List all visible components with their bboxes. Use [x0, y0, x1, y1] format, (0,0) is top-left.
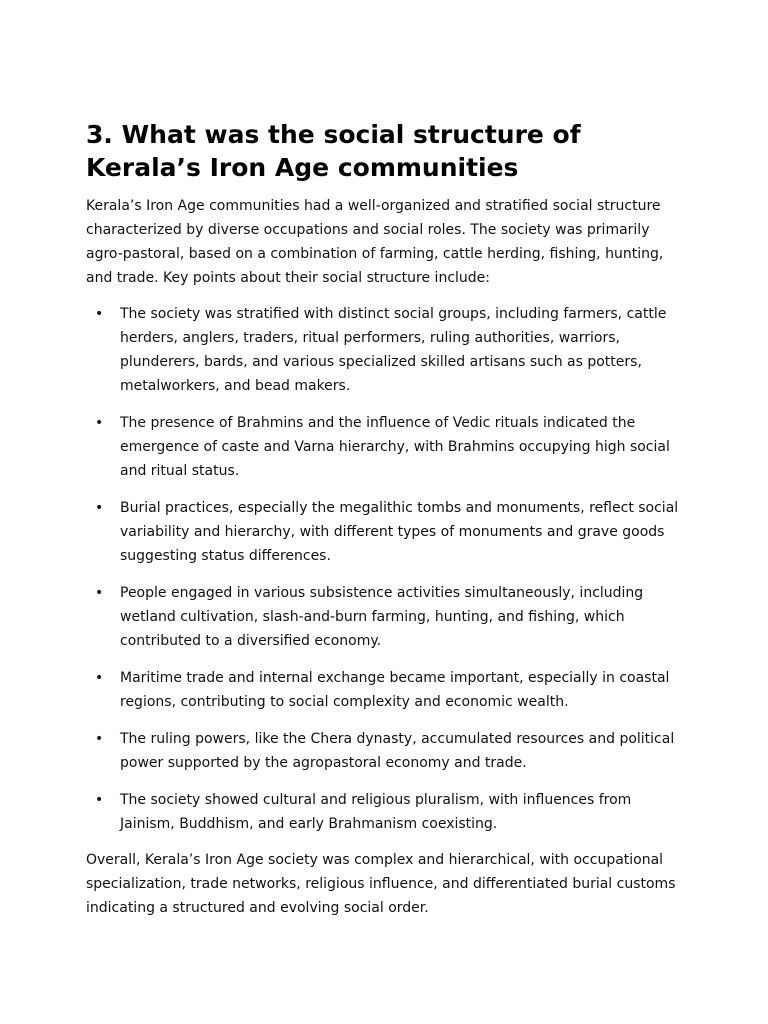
- intro-paragraph: Kerala’s Iron Age communities had a well-organized and stratified social structure characterized by diverse occupations and social roles. The society was primarily agro-pastoral, based on a combination of farming, cattle herding, fishing, hunting, and trade. Key points about their social structure include:: [86, 198, 664, 286]
- list-item: [86, 666, 686, 714]
- list-item-text: The ruling powers, like the Chera dynasty, accumulated resources and political power supported by the agropastoral economy and trade.: [120, 731, 675, 771]
- conclusion-paragraph: Overall, Kerala’s Iron Age society was complex and hierarchical, with occupational specialization, trade networks, religious influence, and differentiated burial customs indicating a structured and evolving social order.: [86, 852, 676, 916]
- list-item: [86, 581, 686, 653]
- list-item-text: The society showed cultural and religious pluralism, with influences from Jainism, Buddhism, and early Brahmanism coexisting.: [120, 792, 632, 832]
- list-item-text: The society was stratified with distinct social groups, including farmers, cattle herders, anglers, traders, ritual performers, ruling authorities, warriors, plunderers, bards, and various specialized skilled artisans such as potters, metalworkers, and bead makers.: [120, 306, 667, 394]
- list-item-text: Burial practices, especially the megalithic tombs and monuments, reflect social variability and hierarchy, with different types of monuments and grave goods suggesting status differences.: [120, 500, 679, 564]
- bullet-icon: •: [95, 585, 104, 601]
- bullet-icon: •: [95, 306, 104, 322]
- list-item-text: People engaged in various subsistence activities simultaneously, including wetland cultivation, slash-and-burn farming, hunting, and fishing, which contributed to a diversified economy.: [120, 585, 644, 649]
- bullet-icon: •: [95, 792, 104, 808]
- bullet-icon: •: [95, 670, 104, 686]
- bullet-icon: •: [95, 731, 104, 747]
- document-heading: 3. What was the social structure of Kerala’s Iron Age communities: [86, 120, 581, 182]
- list-item: [86, 788, 686, 836]
- bullet-icon: •: [95, 415, 104, 431]
- list-item: [86, 496, 686, 568]
- document-page: [86, 118, 686, 920]
- key-points-list: [86, 302, 686, 836]
- list-item-text: Maritime trade and internal exchange became important, especially in coastal regions, contributing to social complexity and economic wealth.: [120, 670, 670, 710]
- list-item-text: The presence of Brahmins and the influence of Vedic rituals indicated the emergence of caste and Varna hierarchy, with Brahmins occupying high social and ritual status.: [120, 415, 670, 479]
- bullet-icon: •: [95, 500, 104, 516]
- list-item: [86, 302, 686, 398]
- list-item: [86, 411, 686, 483]
- list-item: [86, 727, 686, 775]
